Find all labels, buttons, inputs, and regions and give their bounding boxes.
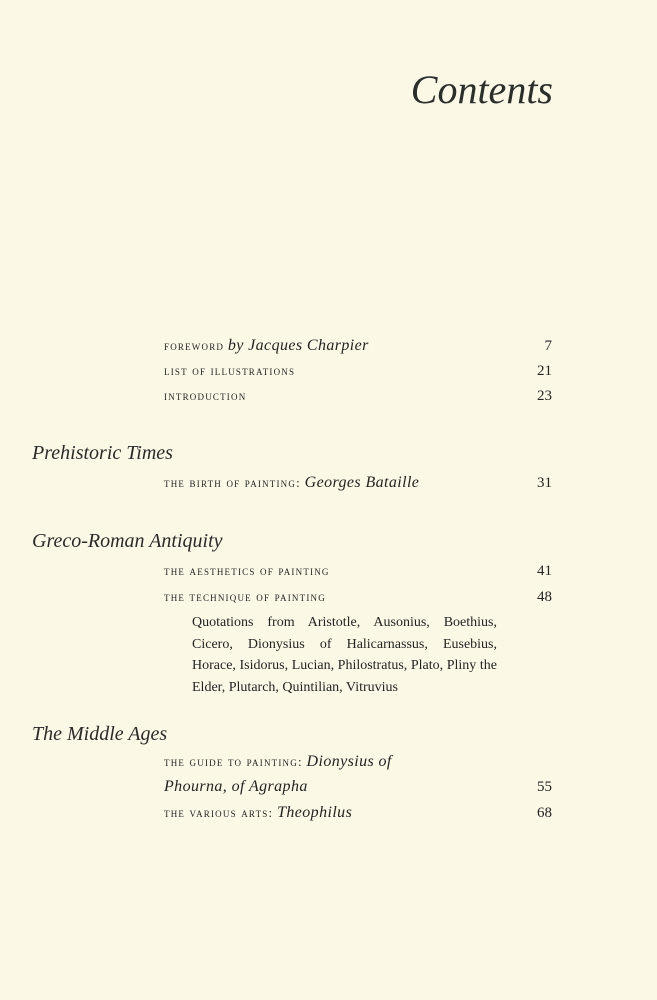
- entry-page-number: 21: [537, 363, 552, 379]
- entry-page-number: 7: [544, 338, 552, 354]
- toc-entry-birth-of-painting[interactable]: [164, 474, 552, 492]
- section-heading-prehistoric: Prehistoric Times: [32, 442, 173, 464]
- entry-author: by Jacques Charpier: [227, 337, 369, 354]
- entry-label: foreword: [164, 338, 225, 353]
- toc-entry-guide-to-painting-cont[interactable]: [164, 778, 552, 796]
- entry-page-number: 31: [537, 475, 552, 491]
- entry-author-continued: Phourna, of Agrapha: [164, 778, 308, 795]
- entry-page-number: 68: [537, 805, 552, 821]
- entry-author: Dionysius of: [306, 753, 392, 770]
- section-heading-middle-ages: The Middle Ages: [32, 723, 168, 745]
- entry-label: the birth of painting:: [164, 475, 301, 490]
- toc-entry-various-arts[interactable]: [164, 804, 552, 822]
- toc-entry-aesthetics-of-painting[interactable]: [164, 563, 552, 580]
- page-title: Contents: [410, 67, 553, 112]
- entry-label: introduction: [164, 388, 247, 403]
- entry-author: Theophilus: [277, 804, 353, 821]
- entry-author: Georges Bataille: [304, 474, 420, 491]
- entry-page-number: 23: [537, 388, 552, 404]
- toc-entry-guide-to-painting[interactable]: [164, 753, 552, 771]
- entry-page-number: 41: [537, 563, 552, 579]
- section-heading-greco-roman: Greco-Roman Antiquity: [32, 530, 223, 552]
- entry-page-number: 48: [537, 589, 552, 605]
- entry-label: list of illustrations: [164, 363, 296, 378]
- toc-entry-list-of-illustrations[interactable]: [164, 363, 552, 380]
- entry-label: the technique of painting: [164, 589, 326, 604]
- entry-label: the various arts:: [164, 805, 274, 820]
- toc-entry-foreword[interactable]: [164, 337, 552, 355]
- entry-label: the aesthetics of painting: [164, 563, 330, 578]
- toc-entry-technique-of-painting[interactable]: [164, 589, 552, 606]
- entry-page-number: 55: [537, 779, 552, 795]
- quotations-list: Quotations from Aristotle, Ausonius, Boethius, Cicero, Dionysius of Halicarnassus, Eusebius, Horace, Isidorus, Lucian, Philostratus, Plato, Pliny the Elder, Plutarch, Quintilian, Vitruvius: [192, 615, 497, 695]
- toc-entry-introduction[interactable]: [164, 388, 552, 405]
- entry-label: the guide to painting:: [164, 754, 303, 769]
